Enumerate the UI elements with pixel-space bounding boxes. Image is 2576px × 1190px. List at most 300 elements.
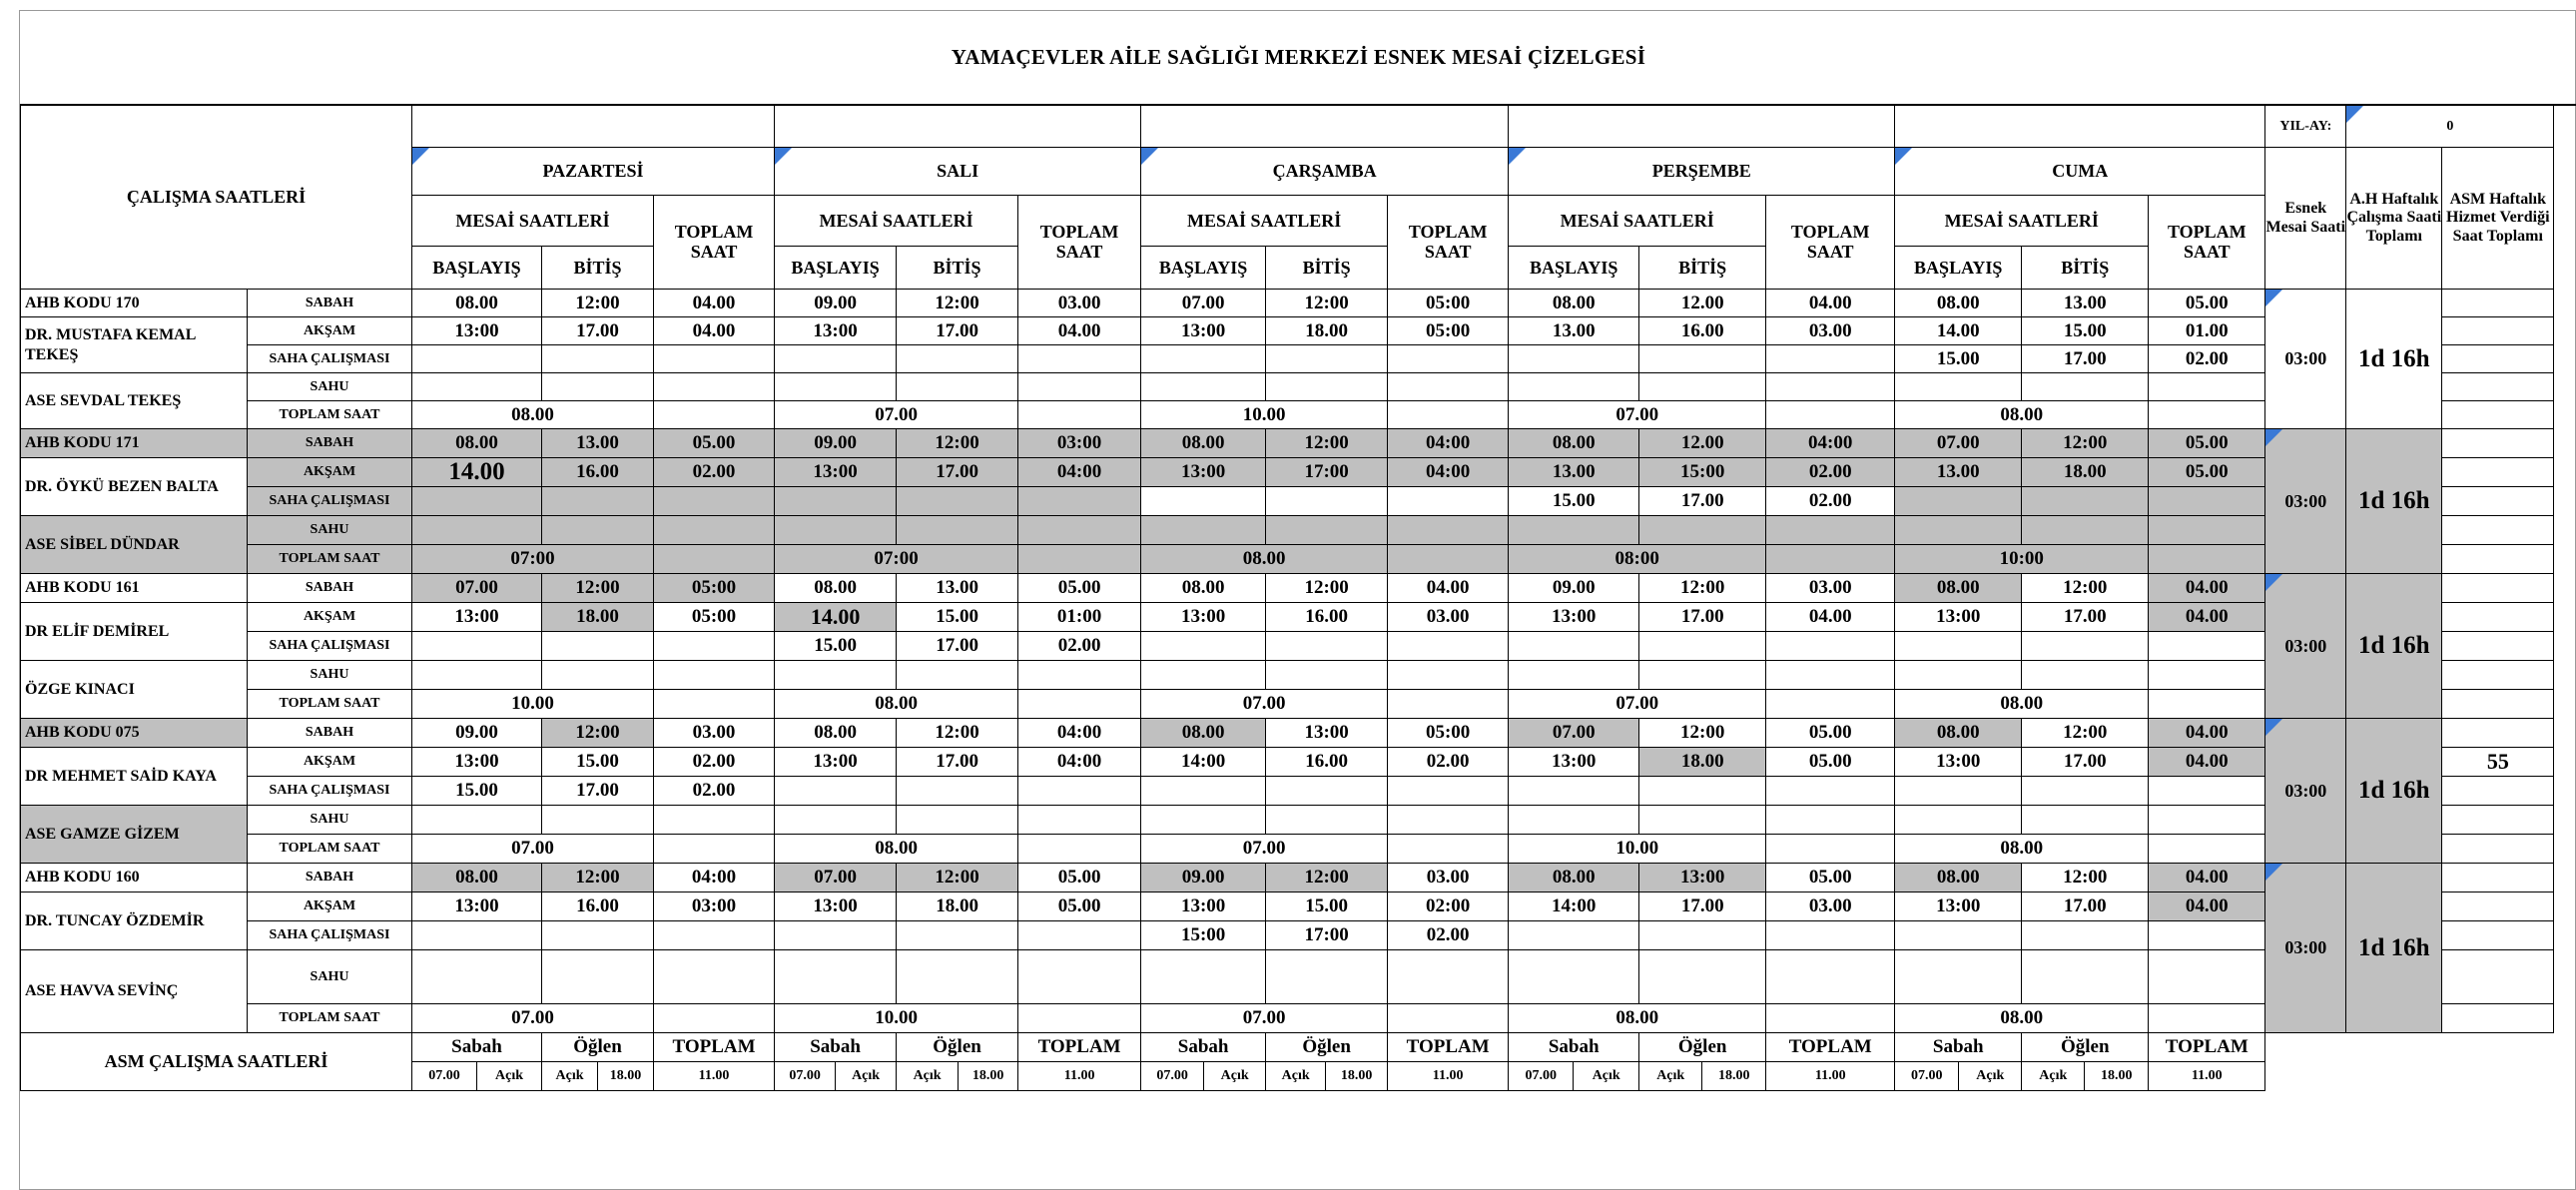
time-aksam: 13:00 bbox=[1141, 317, 1266, 345]
toplam-saat-blank bbox=[1388, 690, 1509, 719]
toplam-saat-value: 10.00 bbox=[1509, 835, 1766, 864]
time-sahu bbox=[897, 661, 1018, 690]
footer-value: Açık bbox=[836, 1062, 897, 1091]
ah-haftalik-value: 1d 16h bbox=[2346, 864, 2442, 1033]
time-sabah: 05.00 bbox=[2149, 290, 2265, 317]
footer-value: 07.00 bbox=[412, 1062, 477, 1091]
time-aksam: 03.00 bbox=[1766, 892, 1895, 921]
time-sahu bbox=[412, 806, 542, 835]
time-sabah: 04:00 bbox=[654, 864, 775, 892]
asm-haftalik-value bbox=[2442, 835, 2554, 864]
toplam-saat-blank bbox=[1018, 690, 1141, 719]
footer-toplam: TOPLAM bbox=[2149, 1033, 2265, 1062]
footer-value: 18.00 bbox=[2085, 1062, 2149, 1091]
time-saha bbox=[775, 921, 897, 950]
time-aksam: 18.00 bbox=[1266, 317, 1388, 345]
time-aksam: 17.00 bbox=[897, 458, 1018, 487]
time-sahu bbox=[1141, 950, 1266, 1004]
time-sabah: 04:00 bbox=[1388, 429, 1509, 458]
time-aksam: 17:00 bbox=[1266, 458, 1388, 487]
time-aksam: 16.00 bbox=[542, 892, 654, 921]
time-sabah: 05:00 bbox=[654, 574, 775, 603]
time-saha bbox=[1766, 777, 1895, 806]
toplam-saat-value: 07.00 bbox=[412, 1004, 654, 1033]
row-label-sabah: SABAH bbox=[248, 290, 412, 317]
toplam-saat-value: 07.00 bbox=[1509, 690, 1766, 719]
footer-value: Açık bbox=[477, 1062, 542, 1091]
time-sahu bbox=[654, 661, 775, 690]
timesheet bbox=[19, 10, 2576, 1190]
esnek-mesai-value: 03:00 bbox=[2265, 429, 2346, 574]
time-sabah: 12:00 bbox=[897, 864, 1018, 892]
asm-haftalik-value bbox=[2442, 661, 2554, 690]
time-sahu bbox=[1266, 516, 1388, 545]
time-sahu bbox=[2022, 806, 2149, 835]
time-sabah: 12:00 bbox=[542, 719, 654, 748]
time-saha bbox=[2022, 777, 2149, 806]
toplam-saat-blank bbox=[1766, 690, 1895, 719]
row-label-saha: SAHA ÇALIŞMASI bbox=[248, 632, 412, 661]
time-saha bbox=[775, 487, 897, 516]
footer-value: Açık bbox=[897, 1062, 959, 1091]
time-sabah: 03:00 bbox=[1018, 429, 1141, 458]
time-sabah: 12:00 bbox=[1266, 574, 1388, 603]
toplam-saat-value: 08:00 bbox=[1509, 545, 1766, 574]
time-sabah: 12:00 bbox=[2022, 574, 2149, 603]
ah-haftalik-value: 1d 16h bbox=[2346, 429, 2442, 574]
time-saha bbox=[2022, 632, 2149, 661]
time-sabah: 12:00 bbox=[2022, 864, 2149, 892]
asm-haftalik-value bbox=[2442, 401, 2554, 429]
time-sabah: 04.00 bbox=[2149, 719, 2265, 748]
time-aksam: 17.00 bbox=[897, 748, 1018, 777]
asm-haftalik-value bbox=[2442, 690, 2554, 719]
row-label-aksam: AKŞAM bbox=[248, 603, 412, 632]
time-sabah: 03.00 bbox=[654, 719, 775, 748]
footer-sabah: Sabah bbox=[412, 1033, 542, 1062]
bitis-header: BİTİŞ bbox=[2022, 247, 2149, 290]
time-sahu bbox=[2022, 516, 2149, 545]
footer-value: 11.00 bbox=[654, 1062, 775, 1091]
time-sahu bbox=[654, 516, 775, 545]
time-sabah: 04.00 bbox=[654, 290, 775, 317]
blank-header-cell bbox=[1895, 106, 2265, 148]
ahb-kodu: AHB KODU 171 bbox=[21, 429, 248, 458]
time-aksam: 02.00 bbox=[1766, 458, 1895, 487]
time-saha bbox=[1639, 777, 1766, 806]
time-sahu bbox=[1895, 661, 2022, 690]
footer-toplam: TOPLAM bbox=[654, 1033, 775, 1062]
asm-haftalik-value bbox=[2442, 892, 2554, 921]
time-aksam: 17.00 bbox=[897, 317, 1018, 345]
time-sabah: 08.00 bbox=[412, 290, 542, 317]
time-saha bbox=[1018, 487, 1141, 516]
time-sabah: 08.00 bbox=[1509, 290, 1639, 317]
toplam-saat-header: TOPLAM SAAT bbox=[1018, 196, 1141, 290]
time-aksam: 03.00 bbox=[1388, 603, 1509, 632]
time-sahu bbox=[2149, 516, 2265, 545]
time-saha bbox=[1388, 487, 1509, 516]
time-sabah: 12.00 bbox=[1639, 429, 1766, 458]
toplam-saat-header: TOPLAM SAAT bbox=[1766, 196, 1895, 290]
time-sabah: 13.00 bbox=[542, 429, 654, 458]
time-aksam: 17.00 bbox=[2022, 603, 2149, 632]
toplam-saat-value: 07.00 bbox=[775, 401, 1018, 429]
time-sabah: 08.00 bbox=[1895, 719, 2022, 748]
blank-header-cell bbox=[775, 106, 1141, 148]
toplam-saat-value: 08.00 bbox=[775, 835, 1018, 864]
time-saha: 15.00 bbox=[775, 632, 897, 661]
schedule-grid bbox=[20, 105, 2554, 1091]
time-sahu bbox=[542, 661, 654, 690]
time-aksam: 02.00 bbox=[654, 748, 775, 777]
toplam-saat-blank bbox=[1766, 1004, 1895, 1033]
time-aksam: 13:00 bbox=[775, 458, 897, 487]
row-label-saha: SAHA ÇALIŞMASI bbox=[248, 345, 412, 373]
time-sahu bbox=[1018, 806, 1141, 835]
time-aksam: 17.00 bbox=[2022, 748, 2149, 777]
time-sabah: 09.00 bbox=[775, 429, 897, 458]
footer-value: Açık bbox=[1639, 1062, 1702, 1091]
time-sabah: 09.00 bbox=[775, 290, 897, 317]
footer-value: 18.00 bbox=[959, 1062, 1018, 1091]
time-sahu bbox=[897, 950, 1018, 1004]
time-sahu bbox=[897, 373, 1018, 401]
toplam-saat-value: 10.00 bbox=[1141, 401, 1388, 429]
toplam-saat-blank bbox=[2149, 545, 2265, 574]
time-sahu bbox=[2149, 806, 2265, 835]
time-sahu bbox=[1018, 950, 1141, 1004]
footer-value: 11.00 bbox=[1388, 1062, 1509, 1091]
time-sahu bbox=[897, 516, 1018, 545]
time-aksam: 14:00 bbox=[1141, 748, 1266, 777]
time-sabah: 05.00 bbox=[1018, 574, 1141, 603]
esnek-mesai-value: 03:00 bbox=[2265, 864, 2346, 1033]
time-sahu bbox=[1639, 661, 1766, 690]
time-sabah: 08.00 bbox=[1895, 574, 2022, 603]
row-label-sahu: SAHU bbox=[248, 950, 412, 1004]
time-sahu bbox=[412, 373, 542, 401]
toplam-saat-value: 07.00 bbox=[1141, 1004, 1388, 1033]
time-aksam: 13:00 bbox=[775, 317, 897, 345]
time-sabah: 07.00 bbox=[1509, 719, 1639, 748]
time-aksam: 17.00 bbox=[1639, 603, 1766, 632]
row-label-sahu: SAHU bbox=[248, 373, 412, 401]
time-sahu bbox=[1639, 373, 1766, 401]
time-sahu bbox=[2149, 950, 2265, 1004]
day-header-0: PAZARTESİ bbox=[412, 148, 775, 196]
time-aksam: 13:00 bbox=[1895, 748, 2022, 777]
row-label-toplam: TOPLAM SAAT bbox=[248, 545, 412, 574]
time-sahu bbox=[1639, 516, 1766, 545]
toplam-saat-blank bbox=[1018, 545, 1141, 574]
blank-header-cell bbox=[1509, 106, 1895, 148]
ahb-kodu: AHB KODU 160 bbox=[21, 864, 248, 892]
footer-value: 07.00 bbox=[1509, 1062, 1574, 1091]
row-label-toplam: TOPLAM SAAT bbox=[248, 835, 412, 864]
asm-haftalik-value bbox=[2442, 487, 2554, 516]
time-sabah: 08.00 bbox=[412, 864, 542, 892]
sheet-title: YAMAÇEVLER AİLE SAĞLIĞI MERKEZİ ESNEK MESAİ ÇİZELGESİ bbox=[20, 11, 2576, 106]
time-sabah: 08.00 bbox=[1895, 864, 2022, 892]
row-label-aksam: AKŞAM bbox=[248, 892, 412, 921]
baslayis-header: BAŞLAYIŞ bbox=[412, 247, 542, 290]
time-saha: 02.00 bbox=[1766, 487, 1895, 516]
time-aksam: 13:00 bbox=[1895, 603, 2022, 632]
baslayis-header: BAŞLAYIŞ bbox=[1895, 247, 2022, 290]
row-label-toplam: TOPLAM SAAT bbox=[248, 690, 412, 719]
ah-haftalik-value: 1d 16h bbox=[2346, 574, 2442, 719]
row-label-saha: SAHA ÇALIŞMASI bbox=[248, 487, 412, 516]
time-sahu bbox=[1388, 950, 1509, 1004]
row-label-sabah: SABAH bbox=[248, 574, 412, 603]
time-sabah: 12:00 bbox=[542, 290, 654, 317]
time-sabah: 12:00 bbox=[1639, 719, 1766, 748]
time-sahu bbox=[897, 806, 1018, 835]
day-header-2: ÇARŞAMBA bbox=[1141, 148, 1509, 196]
time-aksam: 13:00 bbox=[1509, 748, 1639, 777]
baslayis-header: BAŞLAYIŞ bbox=[1141, 247, 1266, 290]
time-saha bbox=[412, 921, 542, 950]
time-aksam: 04:00 bbox=[1018, 458, 1141, 487]
time-aksam: 15.00 bbox=[542, 748, 654, 777]
time-sabah: 04.00 bbox=[2149, 864, 2265, 892]
time-saha bbox=[2149, 487, 2265, 516]
time-sahu bbox=[2022, 661, 2149, 690]
time-sabah: 05.00 bbox=[2149, 429, 2265, 458]
time-sahu bbox=[1509, 373, 1639, 401]
time-aksam: 01.00 bbox=[2149, 317, 2265, 345]
time-saha: 17.00 bbox=[542, 777, 654, 806]
time-sabah: 12:00 bbox=[542, 864, 654, 892]
time-saha bbox=[1639, 921, 1766, 950]
time-saha bbox=[897, 921, 1018, 950]
asm-haftalik-value bbox=[2442, 373, 2554, 401]
toplam-saat-value: 10.00 bbox=[412, 690, 654, 719]
time-sabah: 03.00 bbox=[1018, 290, 1141, 317]
time-aksam: 13:00 bbox=[775, 748, 897, 777]
time-aksam: 04.00 bbox=[2149, 748, 2265, 777]
time-saha bbox=[897, 345, 1018, 373]
asm-haftalik-value bbox=[2442, 864, 2554, 892]
day-header-3: PERŞEMBE bbox=[1509, 148, 1895, 196]
time-aksam: 01:00 bbox=[1018, 603, 1141, 632]
time-saha bbox=[775, 345, 897, 373]
time-saha bbox=[412, 345, 542, 373]
time-sabah: 12:00 bbox=[1639, 574, 1766, 603]
time-sahu bbox=[775, 806, 897, 835]
footer-oglen: Öğlen bbox=[542, 1033, 654, 1062]
time-saha bbox=[1018, 921, 1141, 950]
time-sahu bbox=[775, 950, 897, 1004]
time-aksam: 05:00 bbox=[1388, 317, 1509, 345]
row-label-sabah: SABAH bbox=[248, 864, 412, 892]
time-sahu bbox=[542, 516, 654, 545]
time-saha: 02.00 bbox=[2149, 345, 2265, 373]
time-saha bbox=[1639, 632, 1766, 661]
time-saha bbox=[1895, 921, 2022, 950]
time-sabah: 05.00 bbox=[1018, 864, 1141, 892]
time-sahu bbox=[1895, 806, 2022, 835]
toplam-saat-value: 07.00 bbox=[1141, 690, 1388, 719]
time-saha bbox=[1141, 345, 1266, 373]
time-sahu bbox=[1388, 806, 1509, 835]
day-header-4: CUMA bbox=[1895, 148, 2265, 196]
asm-haftalik-value bbox=[2442, 290, 2554, 317]
footer-sabah: Sabah bbox=[1895, 1033, 2022, 1062]
time-saha bbox=[1509, 345, 1639, 373]
toplam-saat-value: 08.00 bbox=[1895, 835, 2149, 864]
asm-haftalik-value: 55 bbox=[2442, 748, 2554, 777]
time-saha bbox=[1895, 632, 2022, 661]
toplam-saat-blank bbox=[1388, 1004, 1509, 1033]
yil-ay-label: YIL-AY: bbox=[2265, 106, 2346, 148]
time-sahu bbox=[1266, 373, 1388, 401]
time-saha bbox=[1509, 921, 1639, 950]
time-saha bbox=[542, 632, 654, 661]
time-sahu bbox=[1766, 661, 1895, 690]
toplam-saat-header: TOPLAM SAAT bbox=[1388, 196, 1509, 290]
toplam-saat-value: 08.00 bbox=[775, 690, 1018, 719]
footer-value: Açık bbox=[1266, 1062, 1326, 1091]
toplam-saat-blank bbox=[654, 1004, 775, 1033]
toplam-saat-blank bbox=[2149, 835, 2265, 864]
time-aksam: 17.00 bbox=[1639, 892, 1766, 921]
time-saha bbox=[1388, 777, 1509, 806]
toplam-saat-value: 08.00 bbox=[1895, 401, 2149, 429]
time-saha bbox=[2149, 777, 2265, 806]
toplam-saat-value: 08.00 bbox=[1509, 1004, 1766, 1033]
time-sabah: 08.00 bbox=[1141, 719, 1266, 748]
time-aksam: 13:00 bbox=[775, 892, 897, 921]
time-sabah: 07.00 bbox=[1141, 290, 1266, 317]
time-sahu bbox=[542, 806, 654, 835]
time-aksam: 18.00 bbox=[542, 603, 654, 632]
time-aksam: 17.00 bbox=[542, 317, 654, 345]
bitis-header: BİTİŞ bbox=[897, 247, 1018, 290]
footer-value: Açık bbox=[1574, 1062, 1639, 1091]
time-aksam: 05.00 bbox=[2149, 458, 2265, 487]
time-saha bbox=[1018, 777, 1141, 806]
ahb-kodu: AHB KODU 161 bbox=[21, 574, 248, 603]
time-saha bbox=[654, 921, 775, 950]
time-sabah: 04:00 bbox=[1766, 429, 1895, 458]
toplam-saat-blank bbox=[1388, 545, 1509, 574]
time-aksam: 18.00 bbox=[1639, 748, 1766, 777]
time-sahu bbox=[1141, 516, 1266, 545]
asm-haftalik-value bbox=[2442, 1004, 2554, 1033]
ase-name: ÖZGE KINACI bbox=[21, 661, 248, 719]
esnek-mesai-value: 03:00 bbox=[2265, 290, 2346, 429]
time-sahu bbox=[1388, 516, 1509, 545]
ah-haftalik-header: A.H Haftalık Çalışma Saati Toplamı bbox=[2346, 148, 2442, 290]
time-aksam: 04.00 bbox=[654, 317, 775, 345]
toplam-saat-header: TOPLAM SAAT bbox=[654, 196, 775, 290]
time-saha bbox=[1388, 632, 1509, 661]
time-saha bbox=[1141, 487, 1266, 516]
time-saha bbox=[1895, 487, 2022, 516]
time-aksam: 13.00 bbox=[1895, 458, 2022, 487]
toplam-saat-value: 08.00 bbox=[412, 401, 654, 429]
ahb-kodu: AHB KODU 170 bbox=[21, 290, 248, 317]
footer-value: 18.00 bbox=[1326, 1062, 1388, 1091]
time-sahu bbox=[654, 373, 775, 401]
time-saha: 17:00 bbox=[1266, 921, 1388, 950]
time-sahu bbox=[1018, 661, 1141, 690]
toplam-saat-value: 10:00 bbox=[1895, 545, 2149, 574]
footer-oglen: Öğlen bbox=[1266, 1033, 1388, 1062]
time-saha bbox=[897, 487, 1018, 516]
time-aksam: 02.00 bbox=[654, 458, 775, 487]
time-saha bbox=[1388, 345, 1509, 373]
time-sabah: 08.00 bbox=[1141, 429, 1266, 458]
time-saha bbox=[2022, 921, 2149, 950]
time-sahu bbox=[1766, 373, 1895, 401]
toplam-saat-blank bbox=[1018, 401, 1141, 429]
esnek-mesai-value: 03:00 bbox=[2265, 574, 2346, 719]
time-sabah: 05:00 bbox=[1388, 290, 1509, 317]
time-sahu bbox=[1266, 661, 1388, 690]
time-sahu bbox=[1509, 661, 1639, 690]
asm-haftalik-value bbox=[2442, 345, 2554, 373]
time-sabah: 12:00 bbox=[1266, 290, 1388, 317]
time-sahu bbox=[2022, 373, 2149, 401]
time-sahu bbox=[775, 661, 897, 690]
time-sabah: 03.00 bbox=[1766, 574, 1895, 603]
toplam-saat-value: 07.00 bbox=[412, 835, 654, 864]
time-sahu bbox=[412, 950, 542, 1004]
row-label-sabah: SABAH bbox=[248, 719, 412, 748]
time-saha bbox=[1766, 921, 1895, 950]
time-sabah: 12:00 bbox=[2022, 429, 2149, 458]
toplam-saat-value: 08.00 bbox=[1895, 1004, 2149, 1033]
toplam-saat-value: 10.00 bbox=[775, 1004, 1018, 1033]
asm-haftalik-value bbox=[2442, 950, 2554, 1004]
day-header-1: SALI bbox=[775, 148, 1141, 196]
time-sahu bbox=[775, 373, 897, 401]
asm-haftalik-value bbox=[2442, 429, 2554, 458]
footer-sabah: Sabah bbox=[775, 1033, 897, 1062]
time-sabah: 08.00 bbox=[1141, 574, 1266, 603]
doctor-name: DR. ÖYKÜ BEZEN BALTA bbox=[21, 458, 248, 516]
time-aksam: 04:00 bbox=[1388, 458, 1509, 487]
asm-haftalik-value bbox=[2442, 921, 2554, 950]
time-saha bbox=[1018, 345, 1141, 373]
time-aksam: 13:00 bbox=[1141, 603, 1266, 632]
time-sabah: 13.00 bbox=[2022, 290, 2149, 317]
time-sabah: 03.00 bbox=[1388, 864, 1509, 892]
time-aksam: 16.00 bbox=[542, 458, 654, 487]
time-saha: 15.00 bbox=[412, 777, 542, 806]
time-aksam: 13:00 bbox=[1509, 603, 1639, 632]
footer-toplam: TOPLAM bbox=[1018, 1033, 1141, 1062]
esnek-mesai-value: 03:00 bbox=[2265, 719, 2346, 864]
time-sabah: 08.00 bbox=[1509, 864, 1639, 892]
time-aksam: 03:00 bbox=[654, 892, 775, 921]
time-aksam: 14.00 bbox=[412, 458, 542, 487]
bitis-header: BİTİŞ bbox=[542, 247, 654, 290]
asm-calisma-saatleri-label: ASM ÇALIŞMA SAATLERİ bbox=[21, 1033, 412, 1091]
time-aksam: 17.00 bbox=[2022, 892, 2149, 921]
time-sabah: 12:00 bbox=[897, 719, 1018, 748]
time-sahu bbox=[1509, 950, 1639, 1004]
toplam-saat-blank bbox=[1388, 835, 1509, 864]
time-sabah: 05.00 bbox=[654, 429, 775, 458]
doctor-name: DR MEHMET SAİD KAYA bbox=[21, 748, 248, 806]
time-aksam: 13:00 bbox=[1141, 892, 1266, 921]
time-sahu bbox=[1509, 516, 1639, 545]
time-sahu bbox=[1509, 806, 1639, 835]
